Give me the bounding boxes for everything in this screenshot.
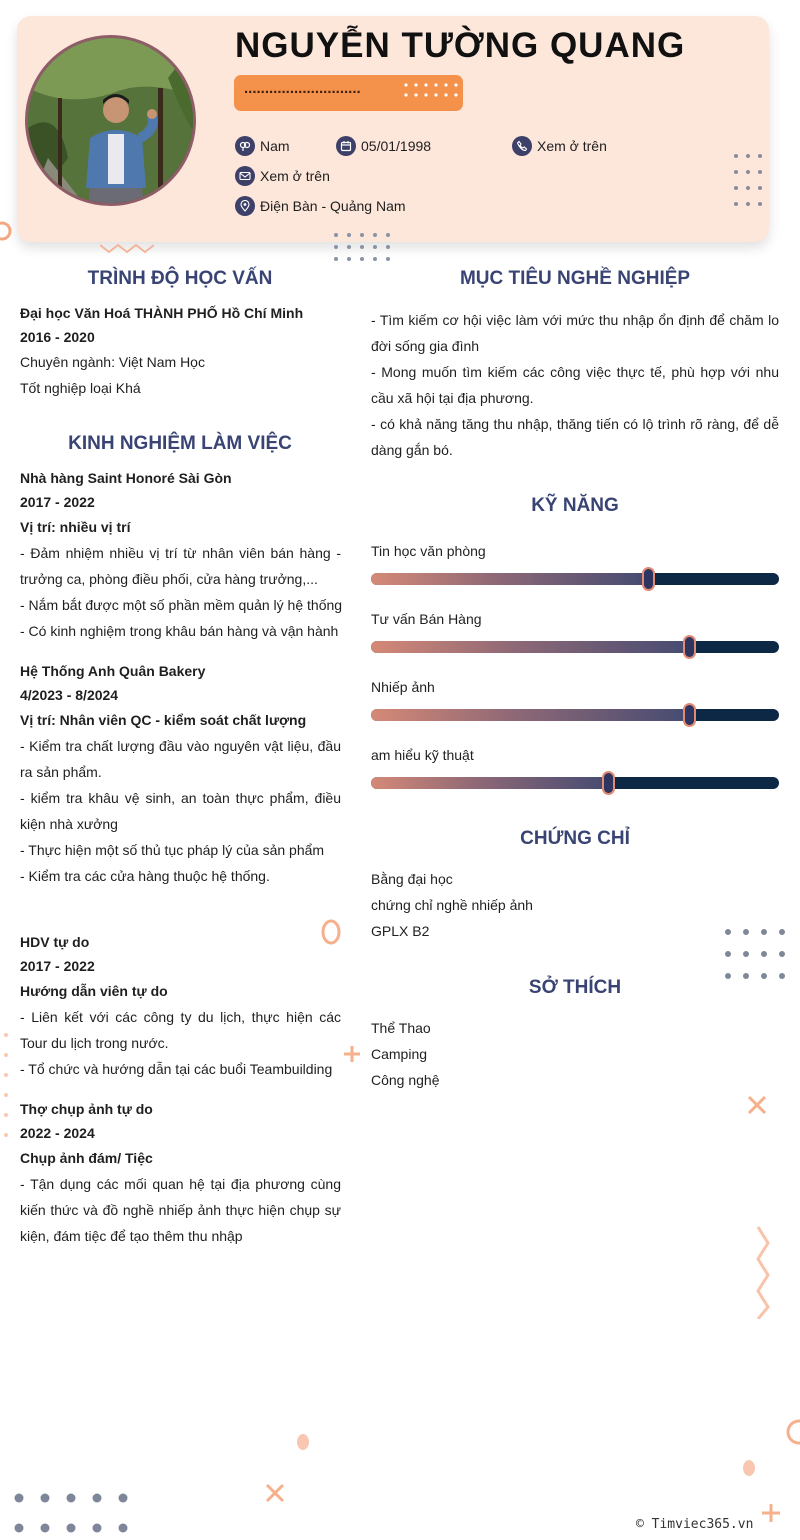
objective-item: - có khả năng tăng thu nhập, thăng tiến có lộ trình rõ ràng, để dễ dàng gắn bó.: [371, 416, 779, 458]
skill-name: am hiểu kỹ thuật: [371, 747, 474, 763]
gender-icon: [235, 136, 255, 156]
skill-name: Tin học văn phòng: [371, 543, 486, 559]
skill-bar-handle: [683, 635, 696, 659]
objective-title: MỤC TIÊU NGHỀ NGHIỆP: [459, 268, 691, 289]
certificate-item: GPLX B2: [371, 923, 430, 939]
skills-title: KỸ NĂNG: [531, 495, 619, 516]
job-position: Chụp ảnh đám/ Tiệc: [20, 1150, 153, 1166]
experience-title: KINH NGHIỆM LÀM VIỆC: [68, 433, 292, 454]
skill-name: Nhiếp ảnh: [371, 679, 435, 695]
cross-decoration-icon: [746, 1094, 768, 1116]
ring-decoration-icon: [783, 1416, 800, 1448]
dot-decoration-icon: [296, 1433, 310, 1451]
calendar-icon: [336, 136, 356, 156]
email-info: [235, 166, 330, 186]
zigzag-decoration-icon: [100, 243, 154, 255]
phone-value: Xem ở trên: [537, 138, 607, 154]
zigzag-decoration-icon: [754, 1225, 772, 1319]
hobby-item: Camping: [371, 1046, 428, 1062]
job-detail: - kiểm tra khâu vệ sinh, an toàn thực phẩm, điều kiện nhà xưởng: [20, 790, 341, 832]
address-value: Điện Bàn - Quảng Nam: [260, 198, 406, 214]
job-title-bar: [234, 75, 463, 111]
skill-bar-fill: [371, 641, 689, 653]
hobby-item: Thể Thao: [371, 1020, 431, 1036]
gender-info: [235, 136, 290, 156]
footer-watermark: © Timviec365.vn: [636, 1517, 754, 1532]
skill-bar: [371, 641, 779, 653]
ring-decoration-icon: [319, 917, 343, 947]
gender-value: Nam: [260, 138, 290, 154]
job-period: 2017 - 2022: [20, 958, 95, 974]
job-detail: - Có kinh nghiệm trong khâu bán hàng và vận hành: [20, 623, 339, 639]
job-company: Thợ chụp ảnh tự do: [20, 1101, 153, 1117]
job-detail: - Nắm bắt được một số phần mềm quản lý hệ thống: [20, 597, 343, 613]
skill-name: Tư vấn Bán Hàng: [371, 611, 482, 627]
birthday-info: [336, 136, 431, 156]
job-company: Nhà hàng Saint Honoré Sài Gòn: [20, 470, 232, 486]
job-company: Hệ Thống Anh Quân Bakery: [20, 663, 206, 679]
candidate-name: NGUYỄN TƯỜNG QUANG: [235, 26, 686, 65]
location-pin-icon: [235, 196, 255, 216]
education-major: Chuyên ngành: Việt Nam Học: [20, 354, 205, 370]
certificate-item: Bằng đại học: [371, 871, 453, 887]
objective-item: - Tìm kiếm cơ hội việc làm với mức thu nhập ổn định để chăm lo đời sống gia đình: [371, 312, 779, 354]
job-detail: - Thực hiện một số thủ tục pháp lý của sản phẩm: [20, 842, 325, 858]
job-detail: - Đảm nhiệm nhiều vị trí từ nhân viên bán hàng - trưởng ca, phòng điều phối, cửa hàng trưởng,...: [20, 545, 341, 587]
hobbies-title: SỞ THÍCH: [528, 977, 622, 998]
job-position: Vị trí: Nhân viên QC - kiểm soát chất lượng: [20, 712, 307, 728]
skill-bar: [371, 573, 779, 585]
dot-decoration-icon: [742, 1459, 756, 1477]
dot-grid-decoration-icon: [733, 153, 763, 209]
skill-bar-handle: [642, 567, 655, 591]
dots-decoration-icon: [0, 1030, 12, 1140]
job-detail: - Tổ chức và hướng dẫn tại các buổi Teambuilding: [20, 1061, 333, 1077]
job-position: Hướng dẫn viên tự do: [20, 983, 168, 999]
skill-bar-fill: [371, 573, 648, 585]
job-detail: - Tận dụng các mối quan hệ tại địa phương cùng kiến thức và đồ nghề nhiếp ảnh thực hiện chụp sự kiện, đám tiệc để tạo thêm thu nhập: [20, 1176, 341, 1244]
job-period: 4/2023 - 8/2024: [20, 687, 119, 703]
skill-bar-fill: [371, 709, 689, 721]
cross-decoration-icon: [264, 1482, 286, 1504]
profile-photo: [25, 35, 196, 206]
job-detail: - Kiểm tra chất lượng đầu vào nguyên vật liệu, đầu ra sản phẩm.: [20, 738, 341, 780]
skill-bar-handle: [602, 771, 615, 795]
job-detail: - Kiểm tra các cửa hàng thuộc hệ thống.: [20, 868, 270, 884]
ring-decoration-icon: [0, 220, 14, 242]
mail-icon: [235, 166, 255, 186]
job-title: ............................: [244, 80, 361, 97]
education-period: 2016 - 2020: [20, 329, 95, 345]
skill-bar-handle: [683, 703, 696, 727]
plus-decoration-icon: [760, 1502, 782, 1524]
job-position: Vị trí: nhiều vị trí: [20, 519, 131, 535]
phone-icon: [512, 136, 532, 156]
hobby-item: Công nghệ: [371, 1072, 440, 1088]
dot-grid-decoration-icon: [332, 231, 394, 263]
certificates-title: CHỨNG CHỈ: [520, 828, 630, 849]
job-detail: - Liên kết với các công ty du lịch, thực hiện các Tour du lịch trong nước.: [20, 1009, 341, 1051]
education-school: Đại học Văn Hoá THÀNH PHỐ Hồ Chí Minh: [20, 305, 304, 321]
plus-decoration-icon: [343, 1045, 361, 1063]
job-company: HDV tự do: [20, 934, 90, 950]
email-value: Xem ở trên: [260, 168, 330, 184]
education-title: TRÌNH ĐỘ HỌC VẤN: [87, 268, 273, 289]
phone-info: [512, 136, 607, 156]
birthday-value: 05/01/1998: [361, 138, 432, 154]
dot-grid-decoration-icon: [723, 927, 787, 981]
dot-grid-decoration-icon: [10, 1488, 132, 1534]
address-info: [235, 196, 406, 216]
objective-item: - Mong muốn tìm kiếm các công việc thực tế, phù hợp với nhu cầu xã hội tại địa phương.: [371, 364, 779, 406]
skill-bar-fill: [371, 777, 608, 789]
skill-bar: [371, 709, 779, 721]
education-grade: Tốt nghiệp loại Khá: [20, 380, 141, 396]
certificate-item: chứng chỉ nghề nhiếp ảnh: [371, 897, 533, 913]
skill-bar: [371, 777, 779, 789]
job-period: 2022 - 2024: [20, 1125, 95, 1141]
dots-decoration-icon: [404, 82, 460, 104]
job-period: 2017 - 2022: [20, 494, 95, 510]
